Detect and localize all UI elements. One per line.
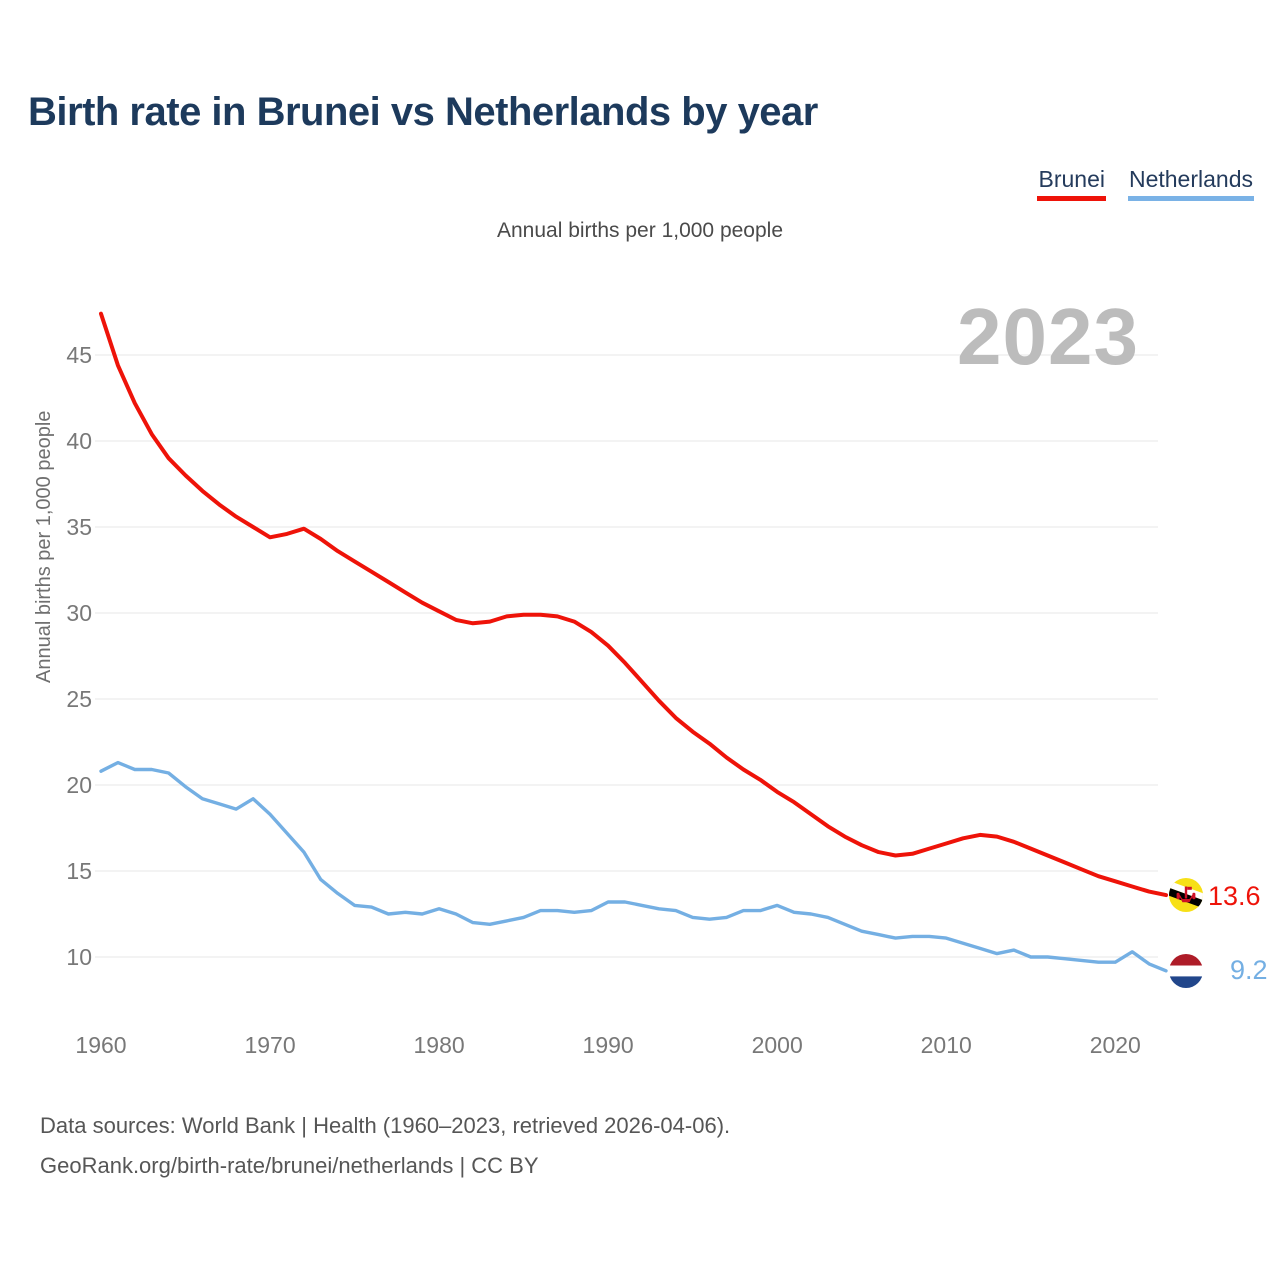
y-tick-label: 35 xyxy=(66,514,92,540)
y-axis-title: Annual births per 1,000 people xyxy=(33,410,55,683)
netherlands-end-value: 9.2 xyxy=(1230,955,1268,985)
x-tick-label: 2010 xyxy=(920,1032,972,1058)
y-tick-label: 10 xyxy=(66,944,92,970)
y-tick-label: 15 xyxy=(66,858,92,884)
x-tick-label: 1960 xyxy=(75,1032,127,1058)
y-tick-label: 45 xyxy=(66,342,92,368)
netherlands-line xyxy=(101,763,1166,971)
chart-title: Birth rate in Brunei vs Netherlands by year xyxy=(28,90,818,134)
netherlands-flag-icon xyxy=(1169,954,1203,988)
x-tick-label: 1990 xyxy=(582,1032,634,1058)
brunei-flag-icon xyxy=(1169,878,1203,912)
legend-label-brunei: Brunei xyxy=(1038,166,1105,192)
x-tick-label: 1980 xyxy=(413,1032,465,1058)
y-tick-label: 40 xyxy=(66,428,92,454)
y-tick-label: 25 xyxy=(66,686,92,712)
footer xyxy=(40,1106,730,1186)
footer-attribution: GeoRank.org/birth-rate/brunei/netherlands | CC BY xyxy=(40,1153,539,1178)
x-tick-label: 2020 xyxy=(1089,1032,1141,1058)
chart-subtitle: Annual births per 1,000 people xyxy=(496,219,784,242)
y-tick-label: 20 xyxy=(66,772,92,798)
brunei-end-value: 13.6 xyxy=(1208,881,1261,911)
watermark-year: 2023 xyxy=(957,292,1139,381)
x-tick-label: 1970 xyxy=(244,1032,296,1058)
footer-sources: Data sources: World Bank | Health (1960–2023, retrieved 2026-04-06). xyxy=(40,1113,731,1138)
y-tick-label: 30 xyxy=(66,600,92,626)
x-tick-label: 2000 xyxy=(751,1032,803,1058)
legend-label-netherlands: Netherlands xyxy=(1128,166,1253,192)
